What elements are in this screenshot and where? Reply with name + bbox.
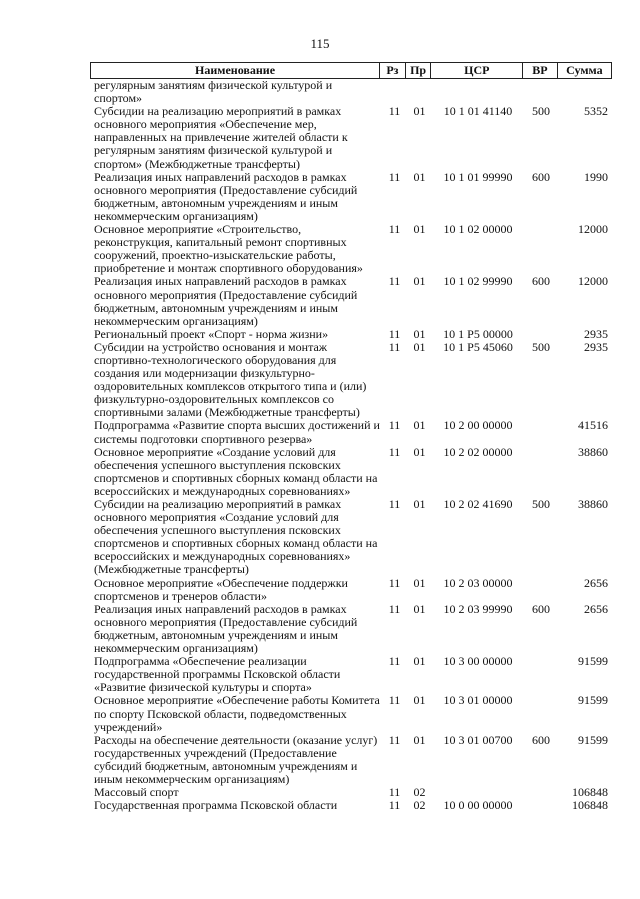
- cell-pr: 02: [413, 798, 426, 813]
- cell-rz: 11: [388, 169, 401, 184]
- cell-vr: 500: [532, 339, 550, 354]
- cell-pr: 01: [413, 104, 426, 119]
- cell-name: Основное мероприятие «Обеспечение работы Комитета по спорту Псковской области, подведомственных учреждений»: [94, 693, 380, 734]
- cell-sum: 106848: [572, 785, 608, 800]
- table-body: [90, 79, 612, 812]
- cell-csr: 10 3 01 00000: [443, 693, 513, 708]
- cell-sum: [558, 79, 612, 105]
- cell-vr: [524, 655, 558, 694]
- cell-name: Региональный проект «Спорт - норма жизни»: [94, 326, 329, 341]
- cell-pr: 01: [413, 575, 426, 590]
- cell-name: Реализация иных направлений расходов в рамках основного мероприятия (Предоставление субсидий бюджетным, автономным учреждениям и иным некоммерческим организациям): [94, 169, 358, 223]
- cell-rz: 11: [388, 654, 401, 669]
- cell-rz: 11: [388, 326, 401, 341]
- header-sum: Сумма: [566, 63, 603, 77]
- cell-csr: 10 3 01 00700: [443, 732, 513, 747]
- table-row: [90, 79, 612, 105]
- cell-pr: 01: [413, 339, 426, 354]
- cell-vr: [524, 577, 558, 603]
- table-row: [90, 223, 612, 275]
- table-row: [90, 341, 612, 420]
- cell-pr: 01: [413, 444, 426, 459]
- cell-rz: 11: [388, 497, 401, 511]
- header-csr: ЦСР: [431, 63, 523, 78]
- cell-csr: 10 2 03 00000: [443, 575, 513, 590]
- cell-pr: 01: [413, 274, 426, 289]
- cell-pr: 01: [413, 497, 426, 511]
- table-row: [90, 105, 612, 170]
- cell-vr: [524, 694, 558, 733]
- cell-csr: 10 1 P5 00000: [443, 326, 513, 341]
- table-row: [90, 655, 612, 694]
- cell-pr: 01: [413, 418, 426, 433]
- cell-name: Реализация иных направлений расходов в рамках основного мероприятия (Предоставление субсидий бюджетным, автономным учреждениям и иным некоммерческим организациям): [94, 601, 358, 656]
- cell-csr: 10 1 01 99990: [443, 169, 513, 184]
- cell-vr: 600: [532, 732, 550, 747]
- cell-rz: 11: [388, 274, 401, 289]
- cell-csr: 10 1 02 99990: [443, 274, 513, 289]
- table-row: [90, 446, 612, 498]
- cell-sum: 2935: [584, 326, 608, 341]
- cell-name: Расходы на обеспечение деятельности (оказание услуг) государственных учреждений (Предоставление субсидий бюджетным, автономным учреждениям и иным некоммерческим организациям): [94, 732, 378, 786]
- cell-rz: 11: [388, 732, 401, 747]
- cell-csr: 10 3 00 00000: [443, 654, 513, 669]
- cell-sum: 91599: [578, 732, 608, 747]
- cell-pr: 01: [413, 601, 426, 616]
- cell-vr: [524, 223, 558, 275]
- header-vr: ВР: [523, 63, 558, 78]
- cell-rz: 11: [388, 601, 401, 616]
- cell-csr: [432, 79, 524, 105]
- cell-sum: 91599: [578, 693, 608, 708]
- cell-vr: [524, 328, 558, 341]
- header-name: Наименование: [91, 63, 380, 78]
- cell-rz: 11: [388, 418, 401, 433]
- cell-rz: 11: [388, 339, 401, 354]
- cell-sum: 5352: [584, 104, 608, 119]
- cell-vr: 600: [532, 169, 550, 184]
- cell-rz: 11: [388, 444, 401, 459]
- cell-name: Реализация иных направлений расходов в рамках основного мероприятия (Предоставление субсидий бюджетным, автономным учреждениям и иным некоммерческим организациям): [94, 274, 358, 328]
- cell-sum: 106848: [572, 798, 608, 813]
- cell-name: Основное мероприятие «Обеспечение поддержки спортсменов и тренеров области»: [94, 575, 348, 603]
- table-row: [90, 171, 612, 223]
- cell-name: Массовый спорт: [94, 785, 179, 800]
- cell-sum: 38860: [578, 444, 608, 459]
- cell-rz: 11: [388, 575, 401, 590]
- cell-sum: 91599: [578, 654, 608, 669]
- cell-name: регулярным занятиям физической культурой и спортом»: [94, 78, 333, 106]
- table-row: [90, 799, 612, 812]
- cell-name: Основное мероприятие «Создание условий для обеспечения успешного выступления псковских спортсменов и спортивных сборных команд области на всероссийских и международных соревнованиях»: [94, 444, 378, 498]
- table-row: [90, 275, 612, 327]
- cell-pr: 01: [413, 222, 426, 237]
- table-row: [90, 603, 612, 655]
- cell-name: Подпрограмма «Развитие спорта высших достижений и системы подготовки спортивного резерва»: [94, 418, 380, 446]
- cell-rz: 11: [388, 798, 401, 813]
- cell-sum: 2656: [584, 601, 608, 616]
- table-header: [90, 62, 612, 79]
- cell-vr: 600: [532, 601, 550, 616]
- cell-sum: 12000: [578, 222, 608, 237]
- cell-pr: 01: [413, 732, 426, 747]
- cell-name: Субсидии на устройство основания и монтаж спортивно-технологического оборудования для создания или модернизации физкультурно-оздоровительных комплексов открытого типа и (или) физкультурно-оздоровительных комплексов со спортивными залами (Межбюджетные трансферты): [94, 339, 367, 420]
- cell-csr: 10 1 P5 45060: [443, 339, 513, 354]
- cell-csr: 10 1 02 00000: [443, 222, 513, 237]
- table-row: [90, 419, 612, 445]
- budget-table: [90, 62, 612, 812]
- table-row: [90, 577, 612, 603]
- cell-rz: 11: [388, 104, 401, 119]
- cell-pr: 01: [413, 654, 426, 669]
- cell-csr: 10 2 02 41690: [443, 497, 513, 511]
- cell-csr: 10 2 00 00000: [443, 418, 513, 433]
- cell-sum: 41516: [578, 418, 608, 433]
- cell-rz: 11: [388, 693, 401, 708]
- cell-rz: 11: [388, 785, 401, 800]
- cell-rz: [382, 79, 407, 105]
- cell-csr: 10 2 02 00000: [443, 444, 513, 459]
- cell-vr: 600: [532, 274, 550, 289]
- cell-csr: 10 2 03 99990: [443, 601, 513, 616]
- cell-vr: [524, 79, 558, 105]
- cell-sum: 2935: [584, 339, 608, 354]
- cell-name: Подпрограмма «Обеспечение реализации государственной программы Псковской области «Развитие физической культуры и спорта»: [94, 654, 341, 695]
- cell-csr: 10 1 01 41140: [443, 104, 513, 119]
- cell-pr: 01: [413, 693, 426, 708]
- cell-vr: [524, 419, 558, 445]
- table-row: [90, 498, 612, 577]
- header-pr: Пр: [406, 63, 432, 78]
- table-row: [90, 328, 612, 341]
- cell-sum: 2656: [584, 575, 608, 590]
- cell-pr: 01: [413, 326, 426, 341]
- cell-sum: 38860: [578, 497, 608, 511]
- header-rz: Рз: [380, 63, 406, 78]
- cell-sum: 12000: [578, 274, 608, 289]
- cell-vr: [524, 446, 558, 498]
- table-row: [90, 694, 612, 733]
- cell-rz: 11: [388, 222, 401, 237]
- cell-csr: 10 0 00 00000: [443, 798, 513, 813]
- cell-vr: [524, 786, 558, 799]
- cell-sum: 1990: [584, 169, 608, 184]
- cell-name: Основное мероприятие «Строительство, реконструкция, капитальный ремонт спортивных сооружений, проектно-изыскательские работы, приобретение и монтаж спортивного оборудования»: [94, 222, 363, 276]
- cell-pr: 02: [413, 785, 426, 800]
- table-row: [90, 734, 612, 786]
- cell-name: Государственная программа Псковской области: [94, 798, 338, 813]
- cell-vr: [524, 799, 558, 812]
- cell-vr: 500: [532, 104, 550, 119]
- cell-vr: 500: [532, 497, 550, 511]
- cell-pr: [407, 79, 432, 105]
- cell-pr: 01: [413, 169, 426, 184]
- cell-name: Субсидии на реализацию мероприятий в рамках основного мероприятия «Обеспечение мер, направленных на привлечение жителей области к регулярным занятиям физической культурой и спортом» (Межбюджетные трансферты): [94, 104, 348, 171]
- cell-name: Субсидии на реализацию мероприятий в рамках основного мероприятия «Создание условий для обеспечения успешного выступления псковских спортсменов и спортивных сборных команд области на всероссийских и международных соревнованиях» (Межбюджетные трансферты): [94, 497, 378, 577]
- page-number: 115: [310, 36, 330, 51]
